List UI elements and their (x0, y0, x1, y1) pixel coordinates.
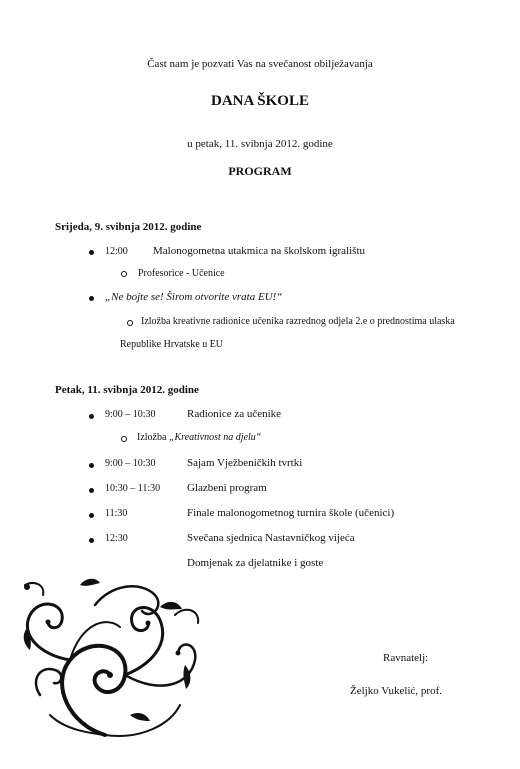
date-line: u petak, 11. svibnja 2012. godine (187, 138, 333, 150)
day2-item4-time: 11:30 (105, 508, 128, 519)
day2-extra: Domjenak za djelatnike i goste (187, 557, 324, 569)
day1-item1-sub: Profesorice - Učenice (138, 268, 225, 279)
day1-item1-time: 12:00 (105, 246, 128, 257)
day2-item3-time: 10:30 – 11:30 (105, 483, 161, 494)
swirl-ornament (10, 565, 210, 745)
sub-bullet-icon (121, 271, 127, 277)
day1-item2-text: „Ne bojte se! Širom otvorite vrata EU!“ (105, 291, 283, 303)
sub-bullet-icon (127, 320, 133, 326)
bullet-icon (89, 463, 94, 468)
bullet-icon (89, 513, 94, 518)
invitation-text: Čast nam je pozvati Vas na svečanost obilježavanja (147, 58, 373, 70)
signature-role: Ravnatelj: (383, 652, 429, 664)
day2-item2-time: 9:00 – 10:30 (105, 458, 156, 469)
bullet-icon (89, 250, 94, 255)
sub-bullet-icon (121, 436, 127, 442)
bullet-icon (89, 414, 94, 419)
sub-prefix: Izložba (137, 432, 169, 443)
bullet-icon (89, 488, 94, 493)
day1-item2-sub-line1: Izložba kreativne radionice učenika razrednog odjela 2.e o prednostima ulaska (141, 316, 455, 327)
day2-item1-time: 9:00 – 10:30 (105, 409, 156, 420)
bullet-icon (89, 538, 94, 543)
program-title: PROGRAM (228, 164, 292, 178)
day2-item3-text: Glazbeni program (187, 482, 267, 494)
bullet-icon (89, 296, 94, 301)
day2-item5-text: Svečana sjednica Nastavničkog vijeća (187, 532, 355, 544)
day1-item1-text: Malonogometna utakmica na školskom igralištu (153, 245, 366, 257)
day2-heading: Petak, 11. svibnja 2012. godine (55, 384, 199, 396)
sub-italic: „Kreativnost na djelu“ (168, 432, 262, 443)
signature-name: Željko Vukelić, prof. (350, 685, 443, 697)
day2-item2-text: Sajam Vježbeničkih tvrtki (187, 457, 303, 469)
day2-item1-text: Radionice za učenike (187, 408, 282, 420)
document-title: DANA ŠKOLE (211, 93, 309, 109)
day1-heading: Srijeda, 9. svibnja 2012. godine (55, 221, 202, 233)
day2-item1-sub (137, 432, 261, 443)
day1-item2-sub-line2: Republike Hrvatske u EU (120, 339, 224, 350)
day2-item5-time: 12:30 (105, 533, 128, 544)
day2-item4-text: Finale malonogometnog turnira škole (učenici) (187, 507, 395, 519)
